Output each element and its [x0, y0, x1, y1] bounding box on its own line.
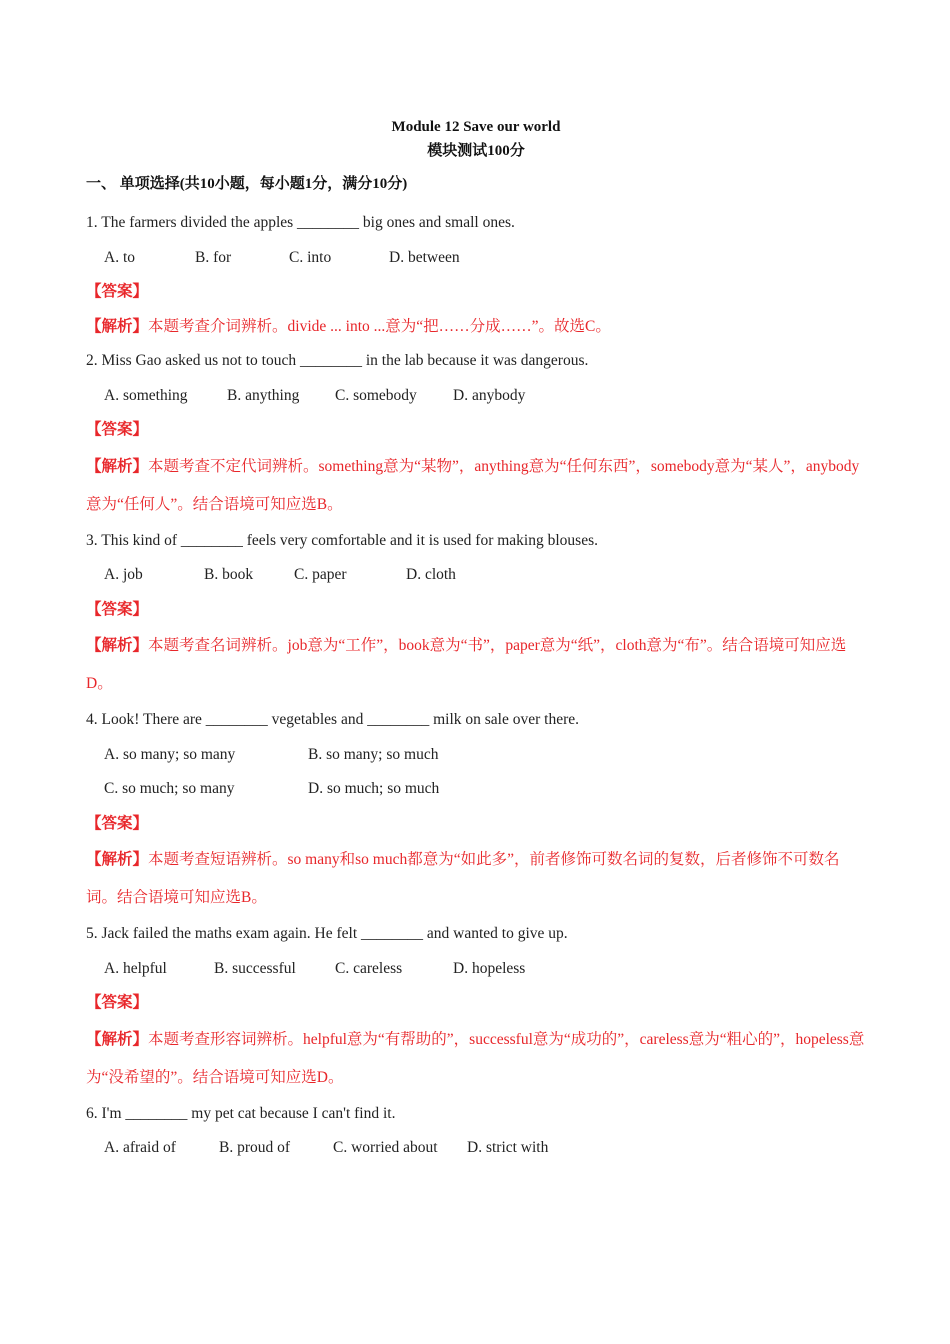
- option-c: C. worried about: [333, 1139, 438, 1156]
- analysis-text: 本题考查形容词辨析。helpful意为“有帮助的”，successful意为“成功的”，careless意为“粗心的”，hopeless意为“没希望的”。结合语境可知应选D。: [86, 1030, 865, 1086]
- question-3: [86, 524, 866, 704]
- option-c: C. careless: [335, 959, 403, 977]
- question-options: [86, 772, 866, 807]
- question-6: [86, 1097, 866, 1166]
- option-b: B. anything: [227, 386, 300, 404]
- analysis-label: 【解析】: [86, 457, 149, 475]
- option-d: D. strict with: [467, 1139, 549, 1156]
- analysis: [86, 448, 866, 524]
- analysis-label: 【解析】: [86, 637, 149, 654]
- question-options: [86, 558, 866, 593]
- analysis: [86, 310, 866, 345]
- analysis-label: 【解析】: [86, 317, 149, 335]
- answer-label: 【答案】: [86, 283, 149, 300]
- question-stem: 6. I'm ________ my pet cat because I can't find it.: [86, 1104, 396, 1122]
- analysis-text: 本题考查介词辨析。divide ... into ...意为“把……分成……”。故选C。: [148, 317, 611, 335]
- question-stem: 1. The farmers divided the apples ________ big ones and small ones.: [86, 214, 515, 231]
- analysis-label: 【解析】: [86, 851, 149, 868]
- option-a: A. to: [104, 248, 135, 266]
- document-subtitle: 模块测试100分: [427, 143, 525, 159]
- question-1: [86, 206, 866, 344]
- question-options: [86, 738, 866, 773]
- option-d: D. so much; so much: [308, 780, 440, 797]
- analysis-text: 本题考查短语辨析。so many和so much都意为“如此多”，前者修饰可数名词的复数，后者修饰不可数名词。结合语境可知应选B。: [86, 851, 840, 906]
- option-b: B. proud of: [219, 1139, 291, 1156]
- question-2: [86, 344, 866, 524]
- worksheet-page: [86, 116, 866, 1166]
- analysis-text: 本题考查名词辨析。job意为“工作”，book意为“书”，paper意为“纸”，cloth意为“布”。结合语境可知应选D。: [86, 637, 847, 692]
- option-d: D. anybody: [453, 386, 526, 404]
- question-options: [86, 379, 866, 414]
- option-c: C. so much; so many: [104, 780, 235, 797]
- option-d: D. between: [389, 248, 460, 266]
- option-a: A. job: [104, 566, 143, 583]
- option-d: D. hopeless: [453, 959, 526, 977]
- option-d: D. cloth: [406, 566, 456, 583]
- option-a: A. so many; so many: [104, 745, 236, 763]
- option-c: C. somebody: [335, 386, 417, 404]
- analysis: [86, 841, 866, 917]
- question-options: [86, 952, 866, 987]
- option-b: B. successful: [214, 959, 296, 977]
- answer-label: 【答案】: [86, 994, 149, 1011]
- option-b: B. for: [195, 248, 232, 266]
- option-c: C. paper: [294, 566, 347, 583]
- option-c: C. into: [289, 248, 332, 266]
- analysis: [86, 1021, 866, 1097]
- section-heading: 一、 单项选择(共10小题，每小题1分，满分10分): [86, 176, 408, 192]
- option-b: B. book: [204, 566, 254, 583]
- option-b: B. so many; so much: [308, 745, 439, 763]
- question-stem: 4. Look! There are ________ vegetables and ________ milk on sale over there.: [86, 711, 579, 728]
- analysis-label: 【解析】: [86, 1030, 149, 1048]
- option-a: A. something: [104, 386, 188, 404]
- question-5: [86, 917, 866, 1097]
- question-stem: 5. Jack failed the maths exam again. He felt ________ and wanted to give up.: [86, 925, 568, 942]
- question-options: [86, 241, 866, 276]
- question-stem: 2. Miss Gao asked us not to touch ________ in the lab because it was dangerous.: [86, 352, 589, 369]
- analysis: [86, 627, 866, 703]
- answer-label: 【答案】: [86, 421, 149, 438]
- option-a: A. helpful: [104, 959, 167, 977]
- question-4: [86, 703, 866, 917]
- analysis-text: 本题考查不定代词辨析。something意为“某物”，anything意为“任何东西”，somebody意为“某人”，anybody意为“任何人”。结合语境可知应选B。: [86, 457, 860, 513]
- answer-label: 【答案】: [86, 600, 149, 618]
- question-options: [86, 1131, 866, 1166]
- document-title: Module 12 Save our world: [391, 119, 561, 135]
- option-a: A. afraid of: [104, 1139, 176, 1156]
- question-stem: 3. This kind of ________ feels very comfortable and it is used for making blouses.: [86, 531, 598, 549]
- answer-label: 【答案】: [86, 814, 149, 832]
